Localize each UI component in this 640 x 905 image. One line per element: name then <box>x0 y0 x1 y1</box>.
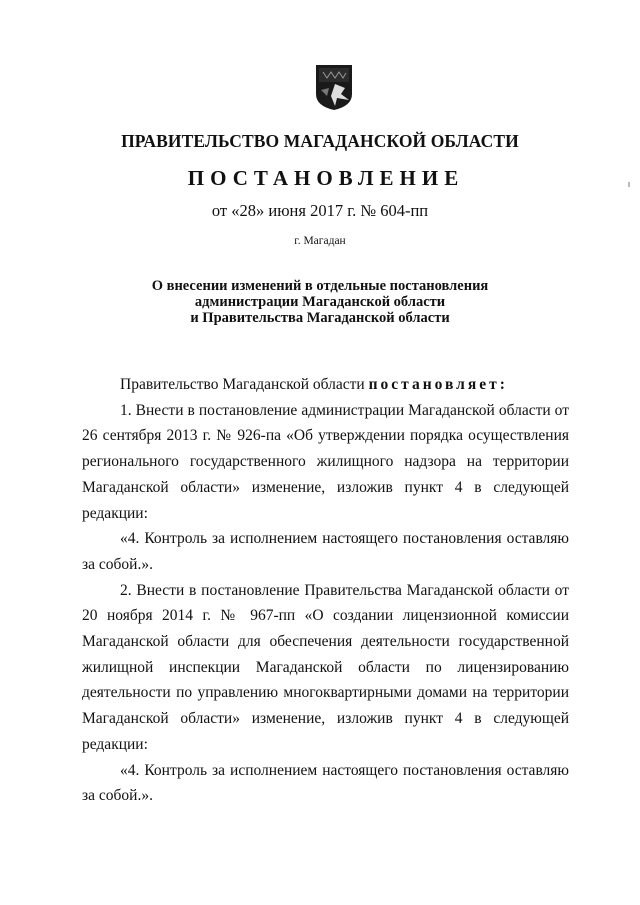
item-1-paragraph: 1. Внести в постановление администрации Магаданской области от 26 сентября 2013 г. № 926-па «Об утверждении порядка осуществления регионального государственного жилищного надзора на территории Магаданской области» изменение, изложив пункт 4 в следующей редакции: <box>82 401 569 522</box>
item-1-quote: «4. Контроль за исполнением настоящего постановления оставляю за собой.». <box>82 530 569 573</box>
document-type: ПОСТАНОВЛЕНИЕ <box>187 166 465 190</box>
coat-of-arms-icon <box>315 64 353 111</box>
document-date-number: от «28» июня 2017 г. № 604-пп <box>211 201 429 220</box>
intro-action: постановляет: <box>368 376 508 393</box>
coat-of-arms-emblem <box>315 64 353 111</box>
document-title-line-1: О внесении изменений в отдельные постановления <box>151 278 489 294</box>
item-2-paragraph: 2. Внести в постановление Правительства Магаданской области от 20 ноября 2014 г. № 967-пп «О создании лицензионной комиссии Магаданской области для обеспечения деятельности государственной жилищной инспекции Магаданской области по лицензированию деятельности по управлению многоквартирными домами на территории Магаданской области» изменение, изложив пункт 4 в следующей редакции: <box>82 581 569 753</box>
document-body <box>82 372 569 809</box>
organization-name: ПРАВИТЕЛЬСТВО МАГАДАНСКОЙ ОБЛАСТИ <box>121 131 519 151</box>
document-city: г. Магадан <box>294 235 346 247</box>
document-title-line-2: администрации Магаданской области <box>194 294 446 310</box>
document-title-line-3: и Правительства Магаданской области <box>190 310 450 326</box>
item-2-quote: «4. Контроль за исполнением настоящего постановления оставляю за собой.». <box>82 761 569 805</box>
intro-text: Правительство Магаданской области <box>120 376 365 393</box>
intro-paragraph <box>82 372 569 398</box>
